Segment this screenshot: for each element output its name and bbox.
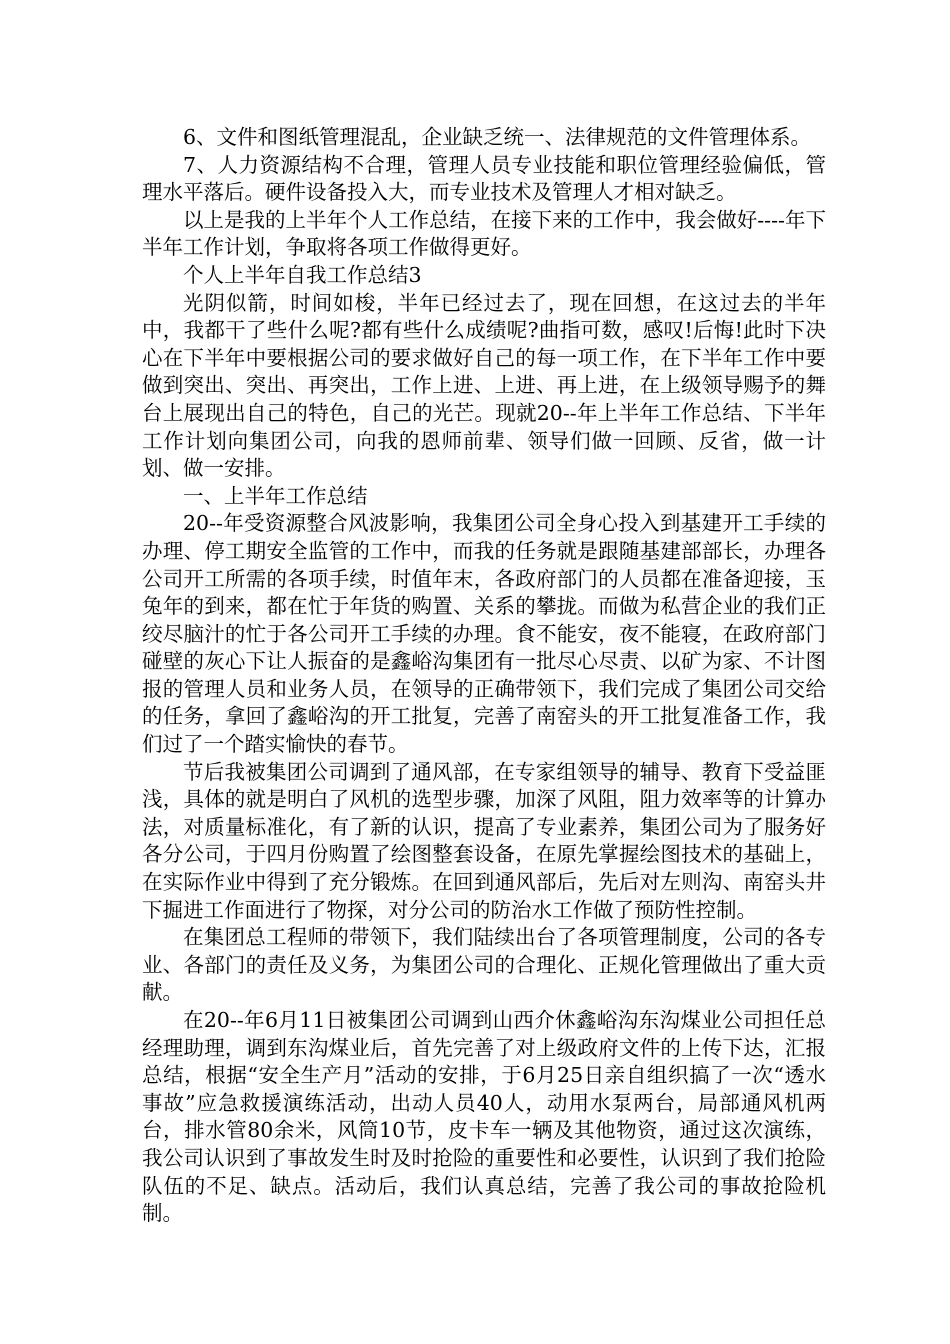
document-body — [142, 124, 826, 1228]
paragraph-body: 20--年受资源整合风波影响，我集团公司全身心投入到基建开工手续的办理、停工期安全监管的工作中，而我的任务就是跟随基建部部长，办理各公司开工所需的各项手续，时值年末，各政府部门的人员都在准备迎接，玉兔年的到来，都在忙于年货的购置、关系的攀拢。而做为私营企业的我们正绞尽脑汁的忙于各公司开工手续的办理。食不能安，夜不能寝，在政府部门碰壁的灰心下让人振奋的是鑫峪沟集团有一批尽心尽责、以矿为家、不计图报的管理人员和业务人员，在领导的正确带领下，我们完成了集团公司交给的任务，拿回了鑫峪沟的开工批复，完善了南窑头的开工批复准备工作，我们过了一个踏实愉快的春节。 — [142, 511, 826, 757]
paragraph-item-7: 7、人力资源结构不合理，管理人员专业技能和职位管理经验偏低，管理水平落后。硬件设备投入大，而专业技术及管理人才相对缺乏。 — [142, 152, 826, 205]
paragraph-body: 在20--年6月11日被集团公司调到山西介休鑫峪沟东沟煤业公司担任总经理助理，调到东沟煤业后，首先完善了对上级政府文件的上传下达，汇报总结，根据“安全生产月”活动的安排，于6月25日亲自组织搞了一次“透水事故”应急救援演练活动，出动人员40人，动用水泵两台，局部通风机两台，排水管80余米，风筒10节，皮卡车一辆及其他物资，通过这次演练，我公司认识到了事故发生时及时抢险的重要性和必要性，认识到了我们抢险队伍的不足、缺点。活动后，我们认真总结，完善了我公司的事故抢险机制。 — [142, 1008, 826, 1226]
paragraph-intro: 光阴似箭，时间如梭，半年已经过去了，现在回想，在这过去的半年中，我都干了些什么呢?都有些什么成绩呢?曲指可数，感叹!后悔!此时下决心在下半年中要根据公司的要求做好自己的每一项工作，在下半年工作中要做到突出、突出、再突出，工作上进、上进、再上进，在上级领导赐予的舞台上展现出自己的特色，自己的光芒。现就20--年上半年工作总结、下半年工作计划向集团公司，向我的恩师前辈、领导们做一回顾、反省，做一计划、做一安排。 — [142, 290, 826, 481]
paragraph-body: 在集团总工程师的带领下，我们陆续出台了各项管理制度，公司的各专业、各部门的责任及义务，为集团公司的合理化、正规化管理做出了重大贡献。 — [142, 925, 826, 1005]
paragraph-body: 节后我被集团公司调到了通风部，在专家组领导的辅导、教育下受益匪浅，具体的就是明白了风机的选型步骤，加深了风阻，阻力效率等的计算办法，对质量标准化，有了新的认识，提高了专业素养，集团公司为了服务好各分公司，于四月份购置了绘图整套设备，在原先掌握绘图技术的基础上，在实际作业中得到了充分锻炼。在回到通风部后，先后对左则沟、南窑头井下掘进工作面进行了物探，对分公司的防治水工作做了预防性控制。 — [142, 759, 826, 922]
paragraph-summary-conclusion: 以上是我的上半年个人工作总结，在接下来的工作中，我会做好----年下半年工作计划，争取将各项工作做得更好。 — [142, 207, 826, 260]
section-title: 个人上半年自我工作总结3 — [183, 262, 422, 287]
subsection-heading: 一、上半年工作总结 — [183, 483, 368, 508]
paragraph-item-6: 6、文件和图纸管理混乱，企业缺乏统一、法律规范的文件管理体系。 — [183, 125, 812, 149]
